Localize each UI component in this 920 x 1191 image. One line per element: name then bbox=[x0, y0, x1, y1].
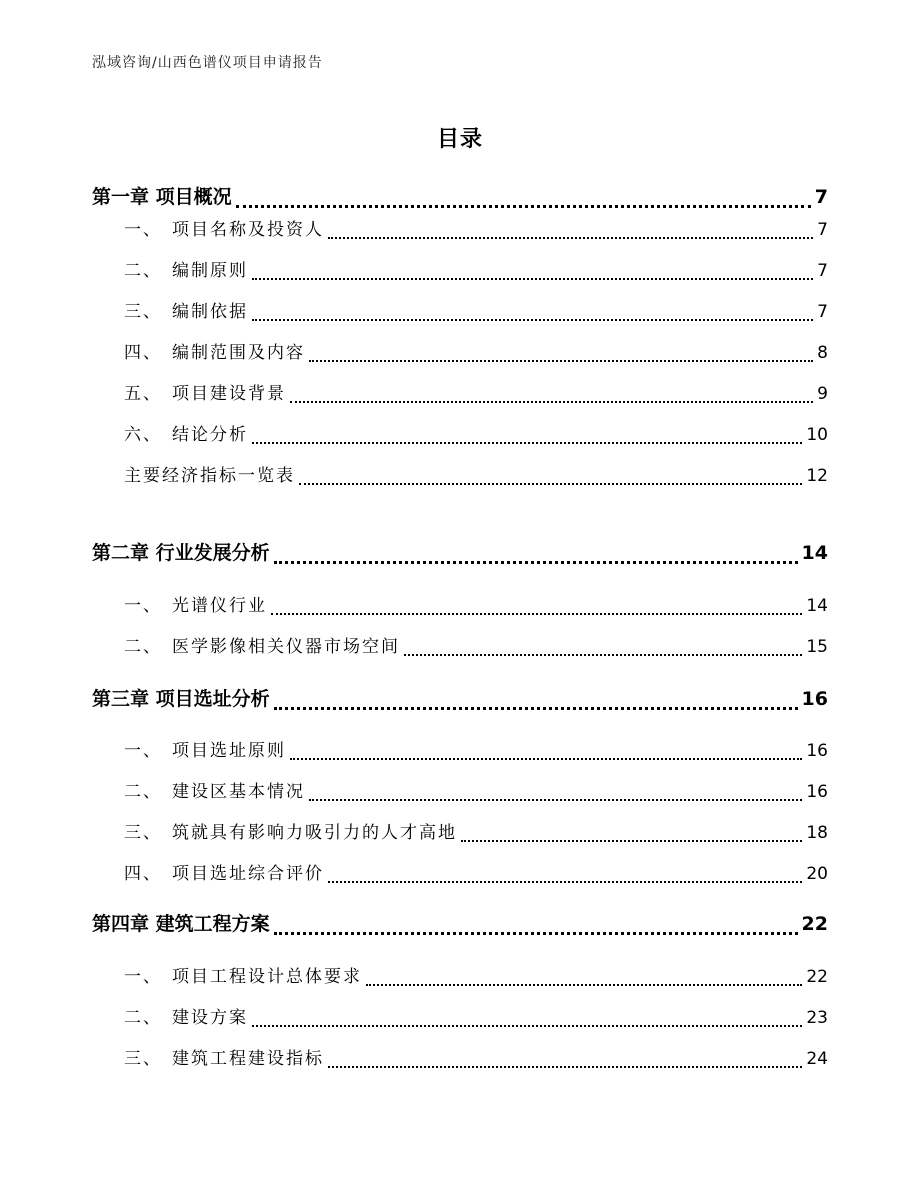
toc-entry-text bbox=[124, 819, 457, 847]
toc-entry-label: 第三章 项目选址分析 bbox=[92, 688, 270, 710]
toc-entry-label: 主要经济指标一览表 bbox=[124, 466, 295, 486]
toc-entry-label: 结论分析 bbox=[172, 425, 248, 445]
toc-entry-label: 第二章 行业发展分析 bbox=[92, 542, 270, 564]
toc-section-entry[interactable] bbox=[0, 860, 920, 888]
toc-entry-text bbox=[92, 539, 270, 567]
toc-leader-dots bbox=[299, 466, 802, 485]
toc-leader-dots bbox=[328, 220, 813, 239]
toc-leader-dots bbox=[252, 1008, 802, 1027]
toc-page-number: 16 bbox=[806, 782, 828, 802]
toc-leader-dots bbox=[252, 261, 813, 280]
toc-section-entry[interactable] bbox=[0, 963, 920, 991]
toc-entry-text bbox=[124, 421, 248, 449]
toc-entry-number: 五、 bbox=[124, 384, 162, 404]
toc-section-entry[interactable] bbox=[0, 633, 920, 661]
toc-entry-number: 二、 bbox=[124, 261, 162, 281]
toc-entry-number: 一、 bbox=[124, 220, 162, 240]
toc-page-number: 7 bbox=[817, 302, 828, 322]
toc-leader-dots bbox=[274, 689, 798, 710]
toc-entry-text bbox=[124, 963, 362, 991]
toc-leader-dots bbox=[328, 1049, 802, 1068]
toc-entry-label: 编制原则 bbox=[172, 261, 248, 281]
toc-entry-number: 三、 bbox=[124, 823, 162, 843]
toc-entry-number: 二、 bbox=[124, 1008, 162, 1028]
toc-page-number: 15 bbox=[806, 637, 828, 657]
toc-leader-dots bbox=[290, 384, 813, 403]
toc-entry-label: 项目名称及投资人 bbox=[172, 220, 324, 240]
toc-section-entry[interactable] bbox=[0, 778, 920, 806]
toc-section-entry[interactable] bbox=[0, 1004, 920, 1032]
toc-section-entry[interactable] bbox=[0, 819, 920, 847]
toc-entry-text bbox=[124, 339, 305, 367]
toc-entry-number: 三、 bbox=[124, 1049, 162, 1069]
toc-entry-label: 光谱仪行业 bbox=[172, 596, 267, 616]
toc-entry-text bbox=[124, 633, 400, 661]
toc-chapter-entry[interactable] bbox=[0, 685, 920, 713]
toc-title: 目录 bbox=[436, 127, 483, 152]
toc-section-entry[interactable] bbox=[0, 216, 920, 244]
toc-page-number: 14 bbox=[801, 542, 828, 564]
toc-section-entry[interactable] bbox=[0, 1045, 920, 1073]
toc-page-number: 10 bbox=[806, 425, 828, 445]
toc-entry-label: 项目建设背景 bbox=[172, 384, 286, 404]
toc-section-entry[interactable] bbox=[0, 462, 920, 490]
toc-entry-label: 编制依据 bbox=[172, 302, 248, 322]
toc-section-entry[interactable] bbox=[0, 421, 920, 449]
toc-leader-dots bbox=[252, 302, 813, 321]
toc-entry-number: 二、 bbox=[124, 782, 162, 802]
toc-page-number: 18 bbox=[806, 823, 828, 843]
toc-page-number: 14 bbox=[806, 596, 828, 616]
toc-leader-dots bbox=[461, 823, 802, 842]
toc-entry-text bbox=[124, 257, 248, 285]
toc-entry-label: 建筑工程建设指标 bbox=[172, 1049, 324, 1069]
toc-leader-dots bbox=[290, 741, 802, 760]
toc-entry-label: 医学影像相关仪器市场空间 bbox=[172, 637, 400, 657]
toc-leader-dots bbox=[309, 782, 802, 801]
toc-entry-number: 三、 bbox=[124, 302, 162, 322]
toc-entry-text bbox=[124, 380, 286, 408]
toc-entry-text bbox=[124, 462, 295, 490]
toc-entry-label: 第一章 项目概况 bbox=[92, 186, 232, 208]
toc-section-entry[interactable] bbox=[0, 737, 920, 765]
toc-entry-number: 一、 bbox=[124, 741, 162, 761]
toc-leader-dots bbox=[274, 543, 798, 564]
toc-entry-label: 项目选址原则 bbox=[172, 741, 286, 761]
toc-page-number: 7 bbox=[814, 186, 828, 208]
toc-entry-number: 四、 bbox=[124, 864, 162, 884]
toc-leader-dots bbox=[309, 343, 813, 362]
toc-entry-number: 一、 bbox=[124, 967, 162, 987]
toc-entry-label: 项目工程设计总体要求 bbox=[172, 967, 362, 987]
toc-page-number: 12 bbox=[806, 466, 828, 486]
toc-leader-dots bbox=[252, 425, 802, 444]
toc-leader-dots bbox=[366, 967, 802, 986]
toc-entry-label: 编制范围及内容 bbox=[172, 343, 305, 363]
toc-entry-text bbox=[124, 778, 305, 806]
toc-entry-text bbox=[124, 298, 248, 326]
toc-entry-text bbox=[92, 685, 270, 713]
toc-entry-text bbox=[92, 183, 232, 211]
toc-section-entry[interactable] bbox=[0, 339, 920, 367]
toc-entry-text bbox=[124, 592, 267, 620]
toc-page-number: 24 bbox=[806, 1049, 828, 1069]
toc-entry-label: 建设区基本情况 bbox=[172, 782, 305, 802]
toc-entry-number: 二、 bbox=[124, 637, 162, 657]
toc-entry-number: 一、 bbox=[124, 596, 162, 616]
toc-entry-text bbox=[124, 216, 324, 244]
toc-section-entry[interactable] bbox=[0, 592, 920, 620]
toc-page-number: 16 bbox=[806, 741, 828, 761]
toc-entry-label: 第四章 建筑工程方案 bbox=[92, 913, 270, 935]
toc-page-number: 9 bbox=[817, 384, 828, 404]
toc-page-number: 7 bbox=[817, 261, 828, 281]
toc-entry-text bbox=[124, 860, 324, 888]
toc-entry-text bbox=[124, 1004, 248, 1032]
toc-leader-dots bbox=[271, 596, 802, 615]
toc-section-entry[interactable] bbox=[0, 257, 920, 285]
toc-leader-dots bbox=[404, 637, 802, 656]
toc-entry-text bbox=[124, 1045, 324, 1073]
toc-page-number: 8 bbox=[817, 343, 828, 363]
toc-section-entry[interactable] bbox=[0, 298, 920, 326]
toc-leader-dots bbox=[274, 914, 798, 935]
toc-leader-dots bbox=[236, 187, 811, 208]
toc-entry-number: 六、 bbox=[124, 425, 162, 445]
toc-page-number: 16 bbox=[801, 688, 828, 710]
toc-entry-text bbox=[92, 910, 270, 938]
toc-page-number: 23 bbox=[806, 1008, 828, 1028]
toc-entry-label: 项目选址综合评价 bbox=[172, 864, 324, 884]
toc-leader-dots bbox=[328, 864, 802, 883]
toc-chapter-entry[interactable] bbox=[0, 183, 920, 211]
toc-entry-label: 建设方案 bbox=[172, 1008, 248, 1028]
toc-entry-text bbox=[124, 737, 286, 765]
running-header: 泓域咨询/山西色谱仪项目申请报告 bbox=[92, 55, 323, 71]
toc-entry-label: 筑就具有影响力吸引力的人才高地 bbox=[172, 823, 457, 843]
toc-page-number: 22 bbox=[801, 913, 828, 935]
toc-chapter-entry[interactable] bbox=[0, 539, 920, 567]
toc-entry-number: 四、 bbox=[124, 343, 162, 363]
toc-page-number: 22 bbox=[806, 967, 828, 987]
toc-section-entry[interactable] bbox=[0, 380, 920, 408]
toc-page-number: 7 bbox=[817, 220, 828, 240]
toc-page-number: 20 bbox=[806, 864, 828, 884]
toc-chapter-entry[interactable] bbox=[0, 910, 920, 938]
